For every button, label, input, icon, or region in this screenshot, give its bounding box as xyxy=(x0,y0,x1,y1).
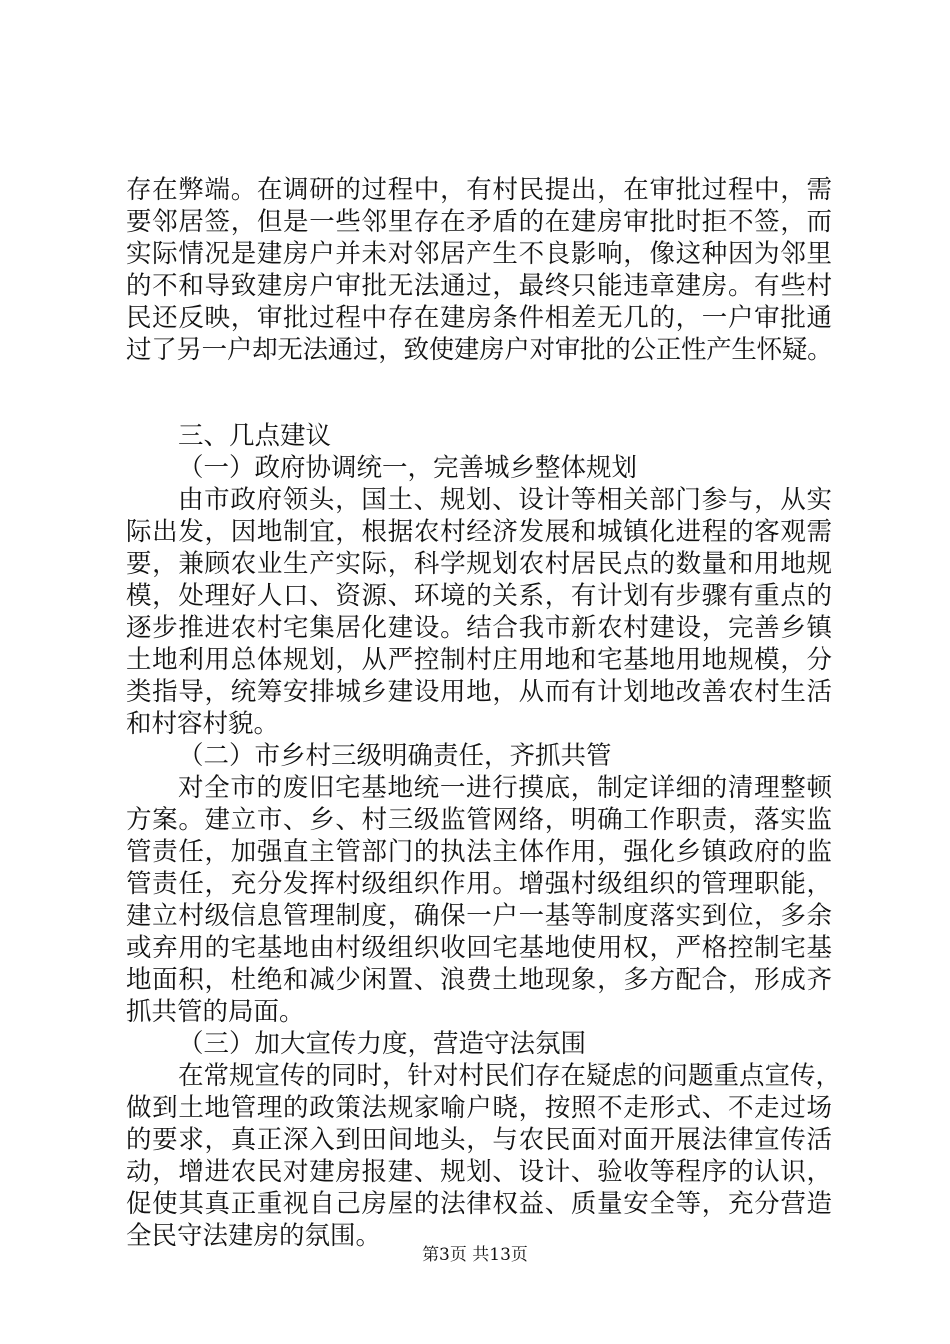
body-line: 抓共管的局面。 xyxy=(126,997,305,1027)
body-line: 在常规宣传的同时，针对村民们存在疑虑的问题重点宣传， xyxy=(178,1061,842,1091)
body-line: 土地利用总体规划，从严控制村庄用地和宅基地用地规模，分 xyxy=(126,645,832,675)
document-body xyxy=(126,174,842,1252)
body-line: 要邻居签，但是一些邻里存在矛盾的在建房审批时拒不签，而 xyxy=(126,207,832,237)
body-line: 做到土地管理的政策法规家喻户晓，按照不走形式、不走过场 xyxy=(126,1093,832,1123)
body-line: 地面积，杜绝和减少闲置、浪费土地现象，多方配合，形成齐 xyxy=(126,965,832,995)
body-line: 全民守法建房的氛围。 xyxy=(126,1221,382,1251)
section-heading: 三、几点建议 xyxy=(178,421,332,451)
body-line: 对全市的废旧宅基地统一进行摸底，制定详细的清理整顿 xyxy=(178,773,832,803)
body-line: 建立村级信息管理制度，确保一户一基等制度落实到位，多余 xyxy=(126,901,832,931)
body-line: 的不和导致建房户审批无法通过，最终只能违章建房。有些村 xyxy=(126,271,832,301)
body-line: 要，兼顾农业生产实际，科学规划农村居民点的数量和用地规 xyxy=(126,549,832,579)
body-line: 民还反映，审批过程中存在建房条件相差无几的，一户审批通 xyxy=(126,303,832,333)
body-line: 的要求，真正深入到田间地头，与农民面对面开展法律宣传活 xyxy=(126,1125,832,1155)
subsection-heading: （二）市乡村三级明确责任，齐抓共管 xyxy=(178,741,612,771)
body-line: 促使其真正重视自己房屋的法律权益、质量安全等，充分营造 xyxy=(126,1189,832,1219)
body-line: 由市政府领头，国土、规划、设计等相关部门参与，从实 xyxy=(178,485,832,515)
body-line: 模，处理好人口、资源、环境的关系，有计划有步骤有重点的 xyxy=(126,581,832,611)
body-line: 实际情况是建房户并未对邻居产生不良影响，像这种因为邻里 xyxy=(126,239,832,269)
body-line: 管责任，充分发挥村级组织作用。增强村级组织的管理职能， xyxy=(126,869,832,899)
body-line: 或弃用的宅基地由村级组织收回宅基地使用权，严格控制宅基 xyxy=(126,933,832,963)
body-line: 管责任，加强直主管部门的执法主体作用，强化乡镇政府的监 xyxy=(126,837,832,867)
paragraph-gap xyxy=(126,366,832,398)
body-line: 动，增进农民对建房报建、规划、设计、验收等程序的认识， xyxy=(126,1157,832,1187)
page-number-footer: 第3页 共13页 xyxy=(422,1245,528,1265)
body-line: 和村容村貌。 xyxy=(126,709,280,739)
body-line: 际出发，因地制宜，根据农村经济发展和城镇化进程的客观需 xyxy=(126,517,832,547)
body-line: 存在弊端。在调研的过程中，有村民提出，在审批过程中，需 xyxy=(126,175,832,205)
body-line: 类指导，统筹安排城乡建设用地，从而有计划地改善农村生活 xyxy=(126,677,832,707)
subsection-heading: （一）政府协调统一，完善城乡整体规划 xyxy=(178,453,638,483)
body-line: 方案。建立市、乡、村三级监管网络，明确工作职责，落实监 xyxy=(126,805,832,835)
body-line: 逐步推进农村宅集居化建设。结合我市新农村建设，完善乡镇 xyxy=(126,613,832,643)
body-line: 过了另一户却无法通过，致使建房户对审批的公正性产生怀疑。 xyxy=(126,335,832,365)
subsection-heading: （三）加大宣传力度，营造守法氛围 xyxy=(178,1029,587,1059)
paragraph-gap xyxy=(126,398,832,420)
